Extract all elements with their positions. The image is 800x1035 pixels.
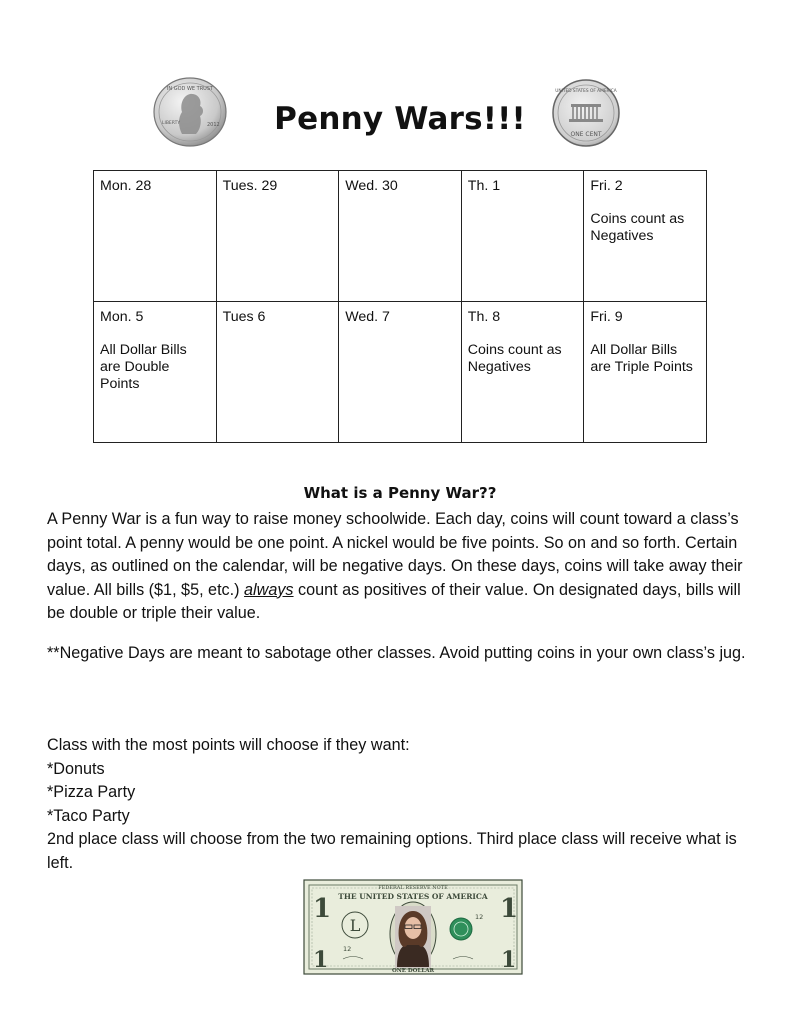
prize-option: *Donuts [47,759,105,778]
bill-letter: L [349,916,361,935]
section-heading: What is a Penny War?? [303,484,497,502]
calendar-day: Tues 6 [222,309,266,325]
calendar-table [93,170,707,443]
bill-denomination-tr: 1 [500,894,519,924]
calendar-cell [461,302,584,443]
prize-option: *Pizza Party [47,783,136,801]
calendar-note: Coins count as Negatives [590,211,685,244]
calendar-cell [216,302,339,443]
calendar-note: All Dollar Bills are Double Points [100,342,187,392]
calendar-day: Fri. 9 [590,309,623,325]
bill-country-text: THE UNITED STATES OF AMERICA [338,892,488,901]
calendar-day: Mon. 28 [100,178,152,194]
bill-bottom-text: ONE DOLLAR [391,968,435,974]
bill-number-right: 12 [475,913,484,921]
calendar-cell [584,171,707,302]
calendar-day: Mon. 5 [100,309,144,325]
coin-motto: IN GOD WE TRUST [166,86,214,92]
description-text-end: count as positives of their value. On designated days, bills will be double or triple their value. [47,580,741,622]
calendar-day: Fri. 2 [590,178,623,194]
calendar-day: Th. 1 [467,178,501,194]
prizes-intro: Class with the most points will choose if they want: [47,736,410,754]
prizes-section [47,734,759,875]
calendar-week-row [94,171,707,302]
coin-denomination: ONE CENT [570,131,602,138]
coin-country: UNITED STATES OF AMERICA [555,89,617,94]
calendar-day: Tues. 29 [222,178,278,194]
description-paragraph [47,508,759,626]
calendar-day: Wed. 30 [345,178,398,194]
bill-number-left: 12 [343,945,352,953]
calendar-week-row [94,302,707,443]
calendar-cell [339,171,462,302]
calendar-cell [339,302,462,443]
page-title: Penny Wars!!! [274,101,526,137]
calendar-note: All Dollar Bills are Triple Points [590,342,693,375]
prizes-remainder: 2nd place class will choose from the two remaining options. Third place class will receive what is left. [47,830,737,872]
bill-denomination-br: 1 [501,947,517,973]
negative-days-note: **Negative Days are meant to sabotage other classes. Avoid putting coins in your own class’s jug. [47,644,746,662]
calendar-cell [461,171,584,302]
bill-denomination-bl: 1 [313,947,329,973]
calendar-cell [216,171,339,302]
calendar-cell [584,302,707,443]
prize-option: *Taco Party [47,806,130,825]
coin-year: 2012 [207,122,220,128]
bill-denomination-tl: 1 [313,894,332,924]
dollar-bill-icon [303,879,523,975]
calendar-note: Coins count as Negatives [467,342,562,375]
calendar-cell [94,302,217,443]
calendar-cell [94,171,217,302]
calendar-day: Th. 8 [467,309,501,325]
coin-liberty: LIBERTY [162,121,181,126]
calendar-day: Wed. 7 [345,309,390,325]
emphasis-text: always [244,580,294,599]
description-text: A Penny War is a fun way to raise money schoolwide. Each day, coins will count toward a class’s point total. A penny would be one point. A nickel would be five points. So on and so forth. Certain days, as outlined on the calendar, will be negative days. On these days, coins will take away their value. All bills ($1, $5, etc.) [47,510,743,599]
bill-top-text: FEDERAL RESERVE NOTE [378,885,448,891]
